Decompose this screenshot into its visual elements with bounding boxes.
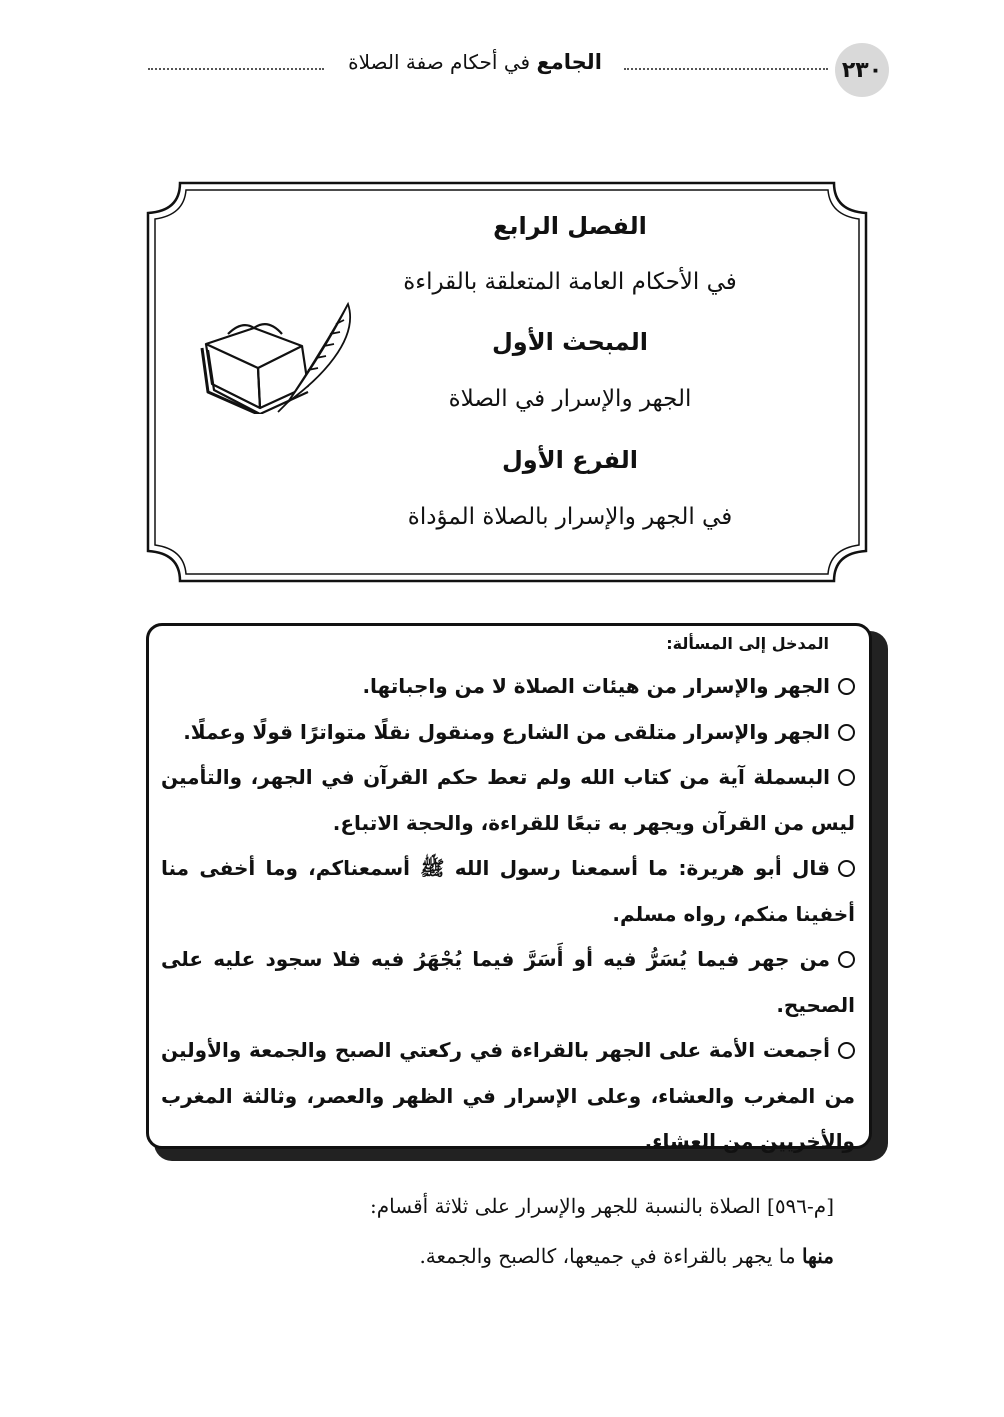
book-quill-icon	[198, 298, 362, 414]
list-item: الجهر والإسرار من هيئات الصلاة لا من واجباتها.	[161, 664, 855, 710]
running-header-strong: الجامع	[536, 50, 602, 74]
intro-heading: المدخل إلى المسألة:	[666, 634, 829, 653]
chapter-subtitle: في الأحكام العامة المتعلقة بالقراءة	[403, 269, 737, 295]
body-paragraph-1: [م-٥٩٦] الصلاة بالنسبة للجهر والإسرار على ثلاثة أقسام:	[370, 1194, 834, 1218]
circle-bullet-icon	[838, 951, 855, 968]
circle-bullet-icon	[838, 724, 855, 741]
list-item: الجهر والإسرار متلقى من الشارع ومنقول نقلًا متواترًا قولًا وعملًا.	[161, 710, 855, 756]
header-divider-right	[624, 58, 828, 70]
running-header	[330, 50, 620, 74]
header-divider-left	[148, 58, 324, 70]
list-item: أجمعت الأمة على الجهر بالقراءة في ركعتي الصبح والجمعة والأولين من المغرب والعشاء، وعلى الإسرار في الظهر والعصر، وثالثة المغرب والأخريين من العشاء.	[161, 1038, 855, 1153]
list-item: البسملة آية من كتاب الله ولم تعط حكم القرآن في الجهر، والتأمين ليس من القرآن ويجهر به تبعًا للقراءة، والحجة الاتباع.	[161, 765, 855, 835]
branch-subtitle: في الجهر والإسرار بالصلاة المؤداة	[407, 504, 733, 530]
list-item: قال أبو هريرة: ما أسمعنا رسول الله ﷺ أسمعناكم، وما أخفى منا أخفينا منكم، رواه مسلم.	[161, 856, 855, 926]
branch-title: الفرع الأول	[501, 446, 639, 474]
circle-bullet-icon	[838, 678, 855, 695]
running-header-rest: في أحكام صفة الصلاة	[348, 50, 531, 74]
body-paragraph-2-lead: منها	[801, 1244, 834, 1268]
circle-bullet-icon	[838, 769, 855, 786]
page-number: ٢٣٠	[835, 43, 889, 97]
intro-bullet-list	[161, 664, 855, 1165]
circle-bullet-icon	[838, 860, 855, 877]
circle-bullet-icon	[838, 1042, 855, 1059]
section-subtitle: الجهر والإسرار في الصلاة	[448, 386, 692, 412]
body-paragraph-2	[419, 1244, 834, 1268]
section-title: المبحث الأول	[491, 328, 649, 356]
body-paragraph-2-rest: ما يجهر بالقراءة في جميعها، كالصبح والجمعة.	[419, 1244, 802, 1268]
intro-box	[146, 623, 872, 1153]
list-item: من جهر فيما يُسَرُّ فيه أو أَسَرَّ فيما يُجْهَرُ فيه فلا سجود عليه على الصحيح.	[161, 947, 855, 1017]
chapter-title: الفصل الرابع	[493, 212, 647, 240]
